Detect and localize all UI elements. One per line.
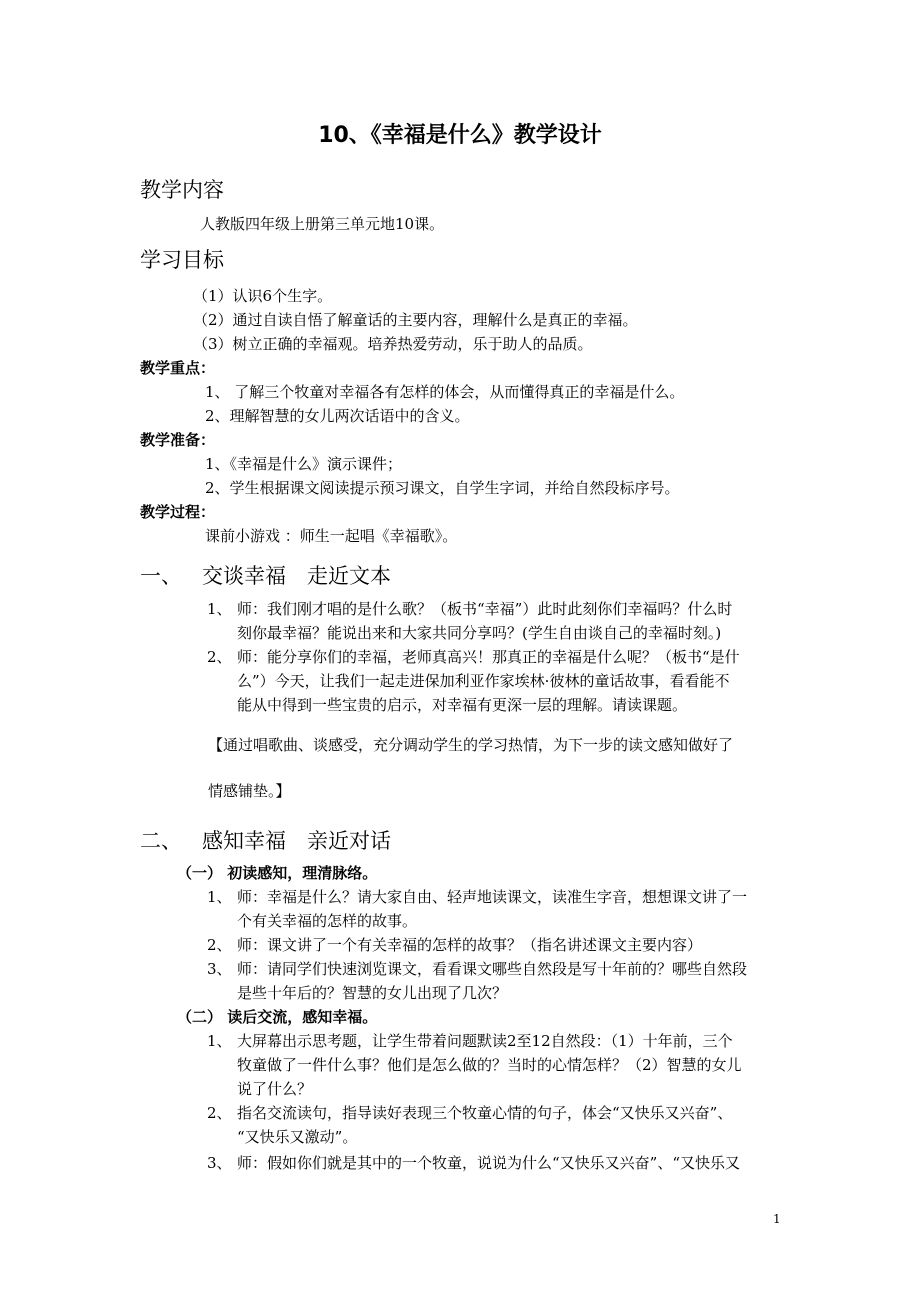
section-heading-2 [140, 825, 391, 855]
heading-keypoints: 教学重点： [140, 359, 216, 377]
subsection-heading: （二） 读后交流，感知幸福。 [177, 1008, 378, 1026]
list-item [207, 934, 702, 955]
heading-teaching-content: 教学内容 [140, 178, 224, 202]
item-number: 2、 [207, 648, 232, 666]
list-item [207, 958, 747, 979]
section-number: 一、 [140, 564, 182, 588]
section-title: 交谈幸福 走近文本 [202, 564, 391, 588]
section-title: 感知幸福 亲近对话 [202, 829, 391, 853]
list-item [207, 1152, 740, 1173]
section-heading-1 [140, 560, 391, 590]
page-title: 10、《幸福是什么》教学设计 [318, 123, 602, 148]
item-line: 说了什么？ [237, 1080, 313, 1098]
process-intro: 课前小游戏 ：师生一起唱《幸福歌》。 [205, 527, 458, 545]
item-line: 师：假如你们就是其中的一个牧童，说说为什么“又快乐又兴奋”、“又快乐又 [237, 1154, 741, 1172]
item-line: 个有关幸福的怎样的故事。 [237, 912, 418, 930]
item-line: 牧童做了一件什么事？他们是怎么做的？当时的心情怎样？（2）智慧的女儿 [237, 1056, 742, 1074]
list-item [207, 646, 740, 667]
item-line: 师：课文讲了一个有关幸福的怎样的故事？（指名讲述课文主要内容） [237, 936, 703, 954]
item-number: 3、 [207, 1154, 232, 1172]
list-item [207, 598, 732, 619]
item-number: 3、 [207, 960, 232, 978]
page-number: 1 [773, 1212, 781, 1226]
objective-item: （3）树立正确的幸福观。培养热爱劳动，乐于助人的品质。 [193, 335, 593, 353]
item-line: 师：能分享你们的幸福，老师真高兴！那真正的幸福是什么呢？（板书“是什 [237, 648, 740, 666]
objective-item: （1）认识6个生字。 [193, 287, 333, 305]
item-number: 1、 [207, 888, 232, 906]
subsection-heading: （一） 初读感知，理清脉络。 [177, 864, 378, 882]
keypoint-item: 1、 了解三个牧童对幸福各有怎样的体会，从而懂得真正的幸福是什么。 [205, 383, 685, 401]
item-line: 师：请同学们快速浏览课文，看看课文哪些自然段是写十年前的？哪些自然段 [237, 960, 748, 978]
keypoint-item: 2、理解智慧的女儿两次话语中的含义。 [205, 407, 470, 425]
preparation-item: 2、学生根据课文阅读提示预习课文，自学生字词，并给自然段标序号。 [205, 479, 680, 497]
teaching-content-text: 人教版四年级上册第三单元地10课。 [200, 215, 445, 233]
item-line: 刻你最幸福？能说出来和大家共同分享吗？(学生自由谈自己的幸福时刻。) [237, 624, 722, 642]
item-number: 1、 [207, 1032, 232, 1050]
item-line: 师：幸福是什么？请大家自由、轻声地读课文，读准生字音，想想课文讲了一 [237, 888, 748, 906]
list-item [207, 886, 747, 907]
item-line: 指名交流读句，指导读好表现三个牧童心情的句子，体会“又快乐又兴奋”、 [237, 1104, 733, 1122]
item-number: 2、 [207, 1104, 232, 1122]
design-note: 【通过唱歌曲、谈感受，充分调动学生的学习热情，为下一步的读文感知做好了 [208, 736, 734, 754]
item-number: 1、 [207, 600, 232, 618]
item-number: 2、 [207, 936, 232, 954]
heading-objectives: 学习目标 [140, 248, 224, 272]
section-number: 二、 [140, 829, 182, 853]
item-line: 大屏幕出示思考题，让学生带着问题默读2至12自然段：（1）十年前，三个 [237, 1032, 733, 1050]
item-line: 是些十年后的？智慧的女儿出现了几次？ [237, 984, 508, 1002]
design-note: 情感铺垫。】 [208, 782, 291, 800]
objective-item: （2）通过自读自悟了解童话的主要内容，理解什么是真正的幸福。 [193, 311, 638, 329]
heading-process: 教学过程： [140, 503, 216, 521]
item-line: 么”）今天，让我们一起走进保加利亚作家埃林·彼林的童话故事，看看能不 [237, 672, 730, 690]
heading-preparation: 教学准备： [140, 431, 216, 449]
list-item [207, 1030, 733, 1051]
preparation-item: 1、《幸福是什么》演示课件； [205, 455, 403, 473]
list-item [207, 1102, 732, 1123]
item-line: 师：我们刚才唱的是什么歌？（板书“幸福”）此时此刻你们幸福吗？什么时 [237, 600, 733, 618]
item-line: 能从中得到一些宝贵的启示，对幸福有更深一层的理解。请读课题。 [237, 696, 688, 714]
item-line: “又快乐又激动”。 [237, 1128, 358, 1146]
